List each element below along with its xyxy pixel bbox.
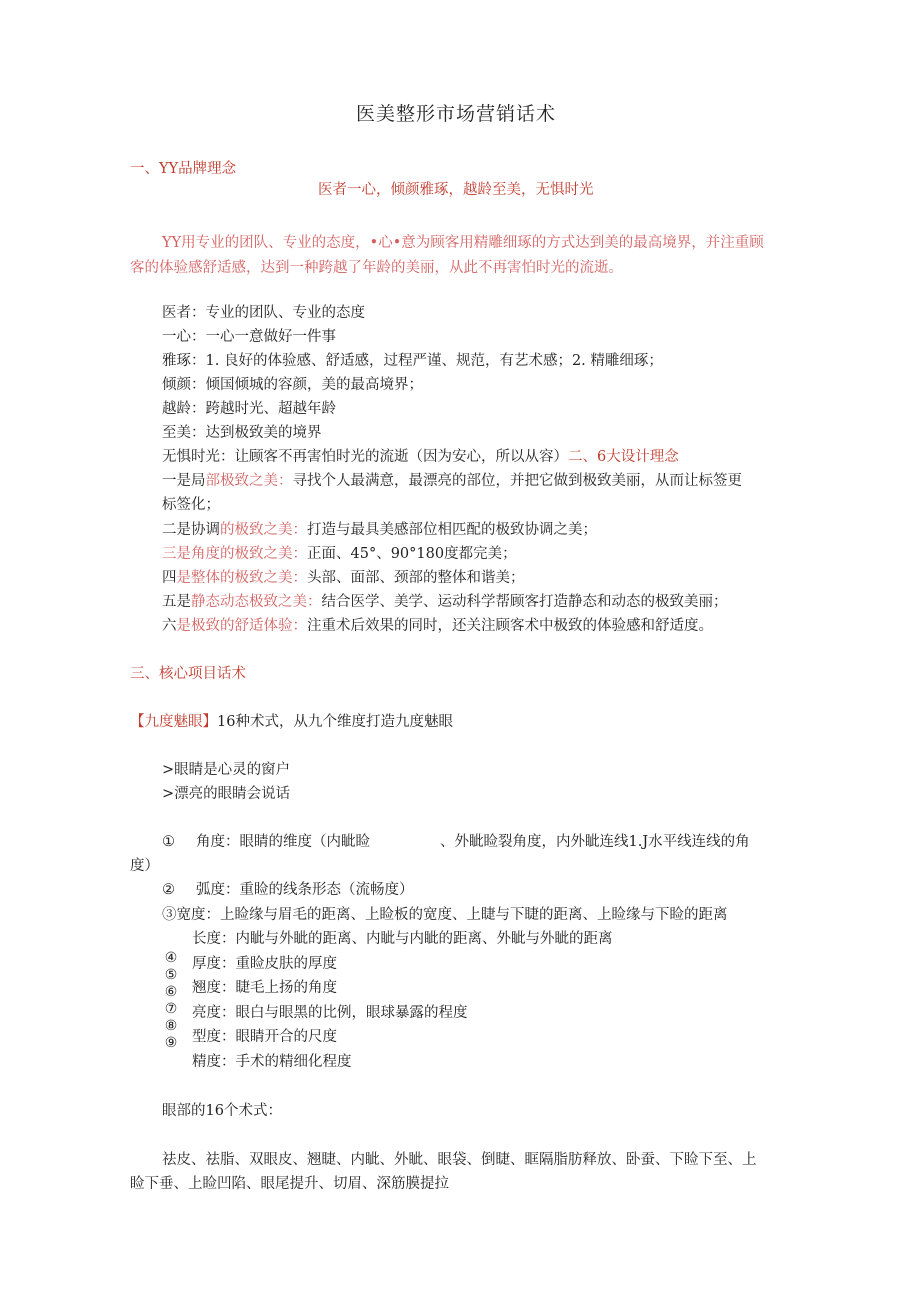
nine-degree-eye-heading xyxy=(130,711,453,733)
principle-5-title: 静态动态极致之美： xyxy=(191,594,322,610)
brand-slogan: 医者一心，倾颜雅琢，越龄至美，无惧时光 xyxy=(318,182,594,198)
principle-3-title: 三是角度的极致之美： xyxy=(162,546,307,562)
principle-1-text: 寻找个人最满意，最漂亮的部位，并把它做到极致美丽，从而让标签更 xyxy=(292,473,742,489)
principle-6-text: 注重术后效果的同时，还关注顾客术中极致的体验感和舒适度。 xyxy=(307,618,713,634)
definition-zhimei: 至美：达到极致美的境界 xyxy=(162,425,322,441)
quote-1: >眼睛是心灵的窗户 xyxy=(162,762,291,778)
definition-yueling: 越龄：跨越时光、超越年龄 xyxy=(162,401,336,417)
eye-16-procedures-heading: 眼部的16个术式： xyxy=(162,1103,282,1119)
principle-5-lead: 五是 xyxy=(162,594,191,610)
principle-2 xyxy=(162,519,597,541)
nine-degree-eye-title: 【九度魅眼】 xyxy=(130,714,217,730)
nine-degree-eye-subtitle: 16种术式，从九个维度打造九度魅眼 xyxy=(217,714,453,730)
dimension-8: 型度：眼睛开合的尺度 xyxy=(192,1029,337,1045)
principle-6-title: 是极致的舒适体验： xyxy=(176,618,307,634)
definition-wujushiguang xyxy=(162,446,679,468)
vertical-number: ⑥ xyxy=(164,984,178,1000)
intro-paragraph-line-1: YY用专业的团队、专业的态度，•心•意为顾客用精雕细琢的方式达到美的最高境界，并注重顾 xyxy=(162,235,764,251)
principle-1-lead: 一是局 xyxy=(162,473,206,489)
principle-1 xyxy=(162,470,742,492)
dimension-7: 亮度：眼白与眼黑的比例，眼球暴露的程度 xyxy=(192,1005,468,1021)
definition-yizhe: 医者：专业的团队、专业的态度 xyxy=(162,305,365,321)
dimension-3: ③宽度：上睑缘与眉毛的距离、上睑板的宽度、上睫与下睫的距离、上睑缘与下睑的距离 xyxy=(162,907,728,923)
vertical-number: ④ xyxy=(164,950,178,966)
dimension-6: 翘度：睫毛上扬的角度 xyxy=(192,980,337,996)
definition-qingyan: 倾颜：倾国倾城的容颜，美的最高境界； xyxy=(162,377,423,393)
principle-1-title: 部极致之美： xyxy=(205,473,293,489)
procedure-list-line-1: 祛皮、祛脂、双眼皮、翘睫、内眦、外眦、眼袋、倒睫、眶隔脂肪释放、卧蚕、下睑下至、上 xyxy=(162,1152,757,1168)
principle-2-lead: 二是协调 xyxy=(162,522,220,538)
section-2-heading: 二、6大设计理念 xyxy=(568,449,679,465)
dimension-1-text-b: 、外眦睑裂角度，内外眦连线1.J水平线连线的角 xyxy=(440,834,750,850)
page-title: 医美整形市场营销话术 xyxy=(356,103,557,125)
principle-3-text: 正面、45°、90°180度都完美； xyxy=(307,546,517,562)
section-3-heading: 三、核心项目话术 xyxy=(130,666,246,682)
vertical-number: ⑨ xyxy=(164,1035,178,1051)
dimension-9: 精度：手术的精细化程度 xyxy=(192,1054,352,1070)
dimension-2-number: ② xyxy=(162,882,175,898)
intro-paragraph-line-2: 客的体验感舒适感，达到一种跨越了年龄的美丽，从此不再害怕时光的流逝。 xyxy=(130,260,623,276)
principle-3 xyxy=(162,543,517,565)
vertical-number: ⑤ xyxy=(164,967,178,983)
principle-1-cont: 标签化； xyxy=(162,497,220,513)
principle-2-title: 的极致之美： xyxy=(220,522,307,538)
vertical-numbers xyxy=(162,950,180,1052)
principle-5-text: 结合医学、美学、运动科学帮顾客打造静态和动态的极致美丽； xyxy=(321,594,728,610)
principle-4-lead: 四 xyxy=(162,570,177,586)
principle-2-text: 打造与最具美感部位相匹配的极致协调之美； xyxy=(307,522,597,538)
dimension-1-number: ① xyxy=(162,834,175,850)
definition-text: 无惧时光：让顾客不再害怕时光的流逝（因为安心，所以从容） xyxy=(162,449,568,465)
dimension-1-cont: 度） xyxy=(130,858,159,874)
section-1-heading: 一、YY品牌理念 xyxy=(130,161,237,177)
definition-yazhuo: 雅琢：1. 良好的体验感、舒适感，过程严谨、规范，有艺术感；2. 精雕细琢； xyxy=(162,353,663,369)
dimension-2-text: 弧度：重睑的线条形态（流畅度） xyxy=(196,882,414,898)
principle-4-text: 头部、面部、颈部的整体和谐美； xyxy=(307,570,525,586)
principle-6-lead: 六 xyxy=(162,618,177,634)
definition-yixin: 一心：一心一意做好一件事 xyxy=(162,329,336,345)
principle-5 xyxy=(162,591,728,613)
quote-2: >漂亮的眼睛会说话 xyxy=(162,786,291,802)
dimension-1-text-a: 角度：眼睛的维度（内眦睑 xyxy=(196,834,370,850)
dimension-4: 长度：内眦与外眦的距离、内眦与内眦的距离、外眦与外眦的距离 xyxy=(192,931,613,947)
principle-6 xyxy=(162,615,713,637)
vertical-number: ⑧ xyxy=(164,1018,178,1034)
principle-4-title: 是整体的极致之美： xyxy=(176,570,307,586)
procedure-list-line-2: 睑下垂、上睑凹陷、眼尾提升、切眉、深筋膜提拉 xyxy=(130,1176,449,1192)
principle-4 xyxy=(162,567,525,589)
vertical-number: ⑦ xyxy=(164,1001,178,1017)
dimension-5: 厚度：重睑皮肤的厚度 xyxy=(192,956,337,972)
